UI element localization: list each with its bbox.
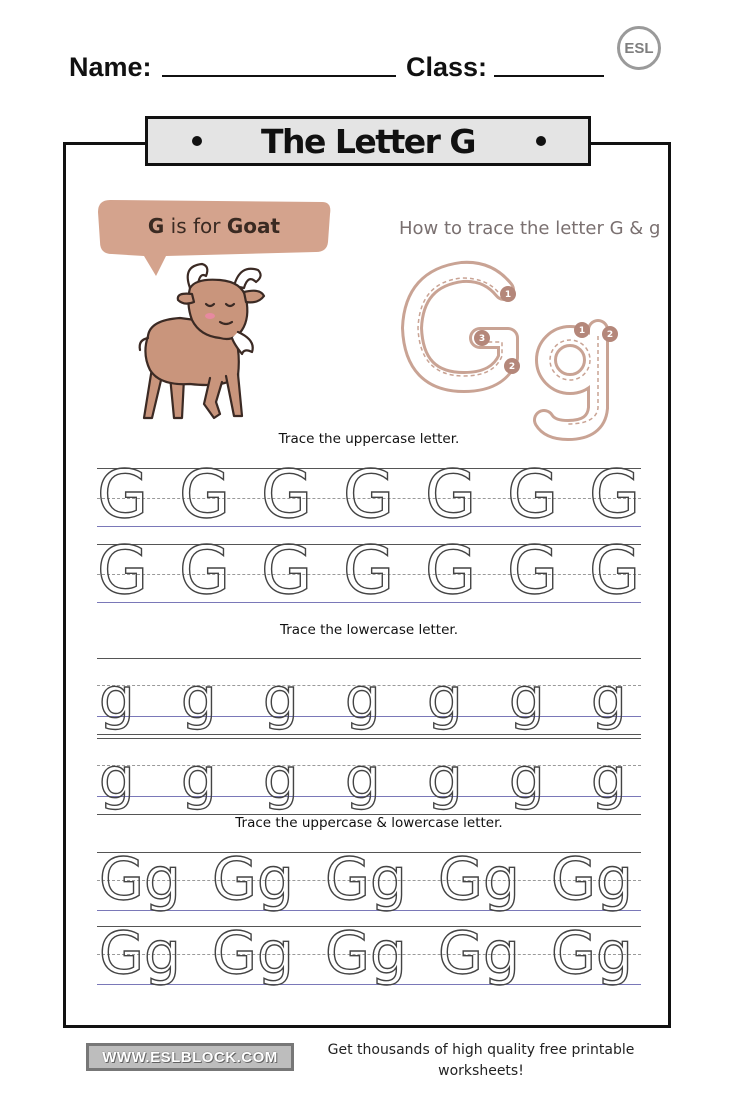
trace-letter: g <box>345 667 381 732</box>
class-blank[interactable] <box>494 75 604 77</box>
trace-letter: G <box>343 456 395 533</box>
trace-letter: g <box>591 747 627 812</box>
step-1-upper: 1 <box>504 290 512 300</box>
trace-letter: G <box>507 456 559 533</box>
step-2-upper: 2 <box>508 362 516 372</box>
trace-letter: g <box>99 747 135 812</box>
name-blank[interactable] <box>162 75 396 77</box>
trace-letter: G <box>425 532 477 609</box>
bubble-caption <box>100 200 328 252</box>
trace-letter: g <box>181 667 217 732</box>
trace-letter: G <box>343 532 395 609</box>
guide-line <box>97 658 641 659</box>
trace-letter: G <box>589 456 641 533</box>
bullet-left-icon <box>192 136 202 146</box>
bubble-word: Goat <box>226 214 281 238</box>
trace-letter: Gg <box>325 845 407 913</box>
trace-letter: Gg <box>551 845 633 913</box>
trace-letter: G <box>179 456 231 533</box>
trace-letter: g <box>263 747 299 812</box>
trace-letter: g <box>181 747 217 812</box>
trace-letter: Gg <box>212 919 294 987</box>
trace-letter: G <box>425 456 477 533</box>
tagline-line-1: Get thousands of high quality free printable <box>327 1042 635 1058</box>
goat-icon <box>130 258 280 426</box>
lowercase-label: Trace the lowercase letter. <box>279 622 459 638</box>
trace-letter: g <box>427 667 463 732</box>
trace-letter: Gg <box>212 845 294 913</box>
trace-letter: G <box>507 532 559 609</box>
trace-guide-row[interactable] <box>97 738 641 818</box>
trace-letter: G <box>97 532 149 609</box>
uppercase-label: Trace the uppercase letter. <box>278 431 460 447</box>
letter-g-guide-icon <box>398 258 636 442</box>
trace-letter: g <box>591 667 627 732</box>
trace-letter: g <box>99 667 135 732</box>
trace-letter: G <box>261 456 313 533</box>
trace-guide-row[interactable] <box>97 919 641 992</box>
title-banner <box>145 116 591 166</box>
step-1-lower: 1 <box>578 326 586 336</box>
trace-guide-row[interactable] <box>97 658 641 738</box>
trace-letter: g <box>427 747 463 812</box>
guide-line <box>97 738 641 739</box>
mixed-label: Trace the uppercase & lowercase letter. <box>235 815 503 831</box>
bullet-right-icon <box>536 136 546 146</box>
howto-title: How to trace the letter G & g <box>399 218 661 239</box>
trace-letter: g <box>509 747 545 812</box>
trace-letter: G <box>97 456 149 533</box>
trace-letter: g <box>509 667 545 732</box>
class-label: Class: <box>406 52 488 82</box>
page-title: The Letter G <box>260 121 476 161</box>
trace-letter: Gg <box>99 919 181 987</box>
guide-line <box>97 814 641 815</box>
trace-guide-row[interactable] <box>97 456 641 533</box>
esl-logo: ESL <box>617 26 661 70</box>
trace-letter: G <box>179 532 231 609</box>
trace-letter: g <box>263 667 299 732</box>
name-label: Name: <box>69 52 152 82</box>
site-badge[interactable] <box>86 1043 294 1071</box>
step-2-lower: 2 <box>606 330 614 340</box>
trace-letter: g <box>345 747 381 812</box>
guide-line <box>97 734 641 735</box>
bubble-middle: is for <box>164 214 227 238</box>
step-3-upper: 3 <box>478 334 486 344</box>
trace-guide-row[interactable] <box>97 532 641 609</box>
trace-letter: Gg <box>438 845 520 913</box>
trace-letter: Gg <box>438 919 520 987</box>
tagline-line-2: worksheets! <box>438 1063 524 1079</box>
trace-letter: Gg <box>325 919 407 987</box>
trace-letter: G <box>589 532 641 609</box>
footer-tagline <box>316 1040 646 1082</box>
bubble-letter: G <box>147 214 165 238</box>
trace-letter: Gg <box>99 845 181 913</box>
site-url: WWW.ESLBLOCK.COM <box>102 1048 278 1066</box>
trace-letter: G <box>261 532 313 609</box>
trace-guide-row[interactable] <box>97 845 641 918</box>
trace-letter: Gg <box>551 919 633 987</box>
